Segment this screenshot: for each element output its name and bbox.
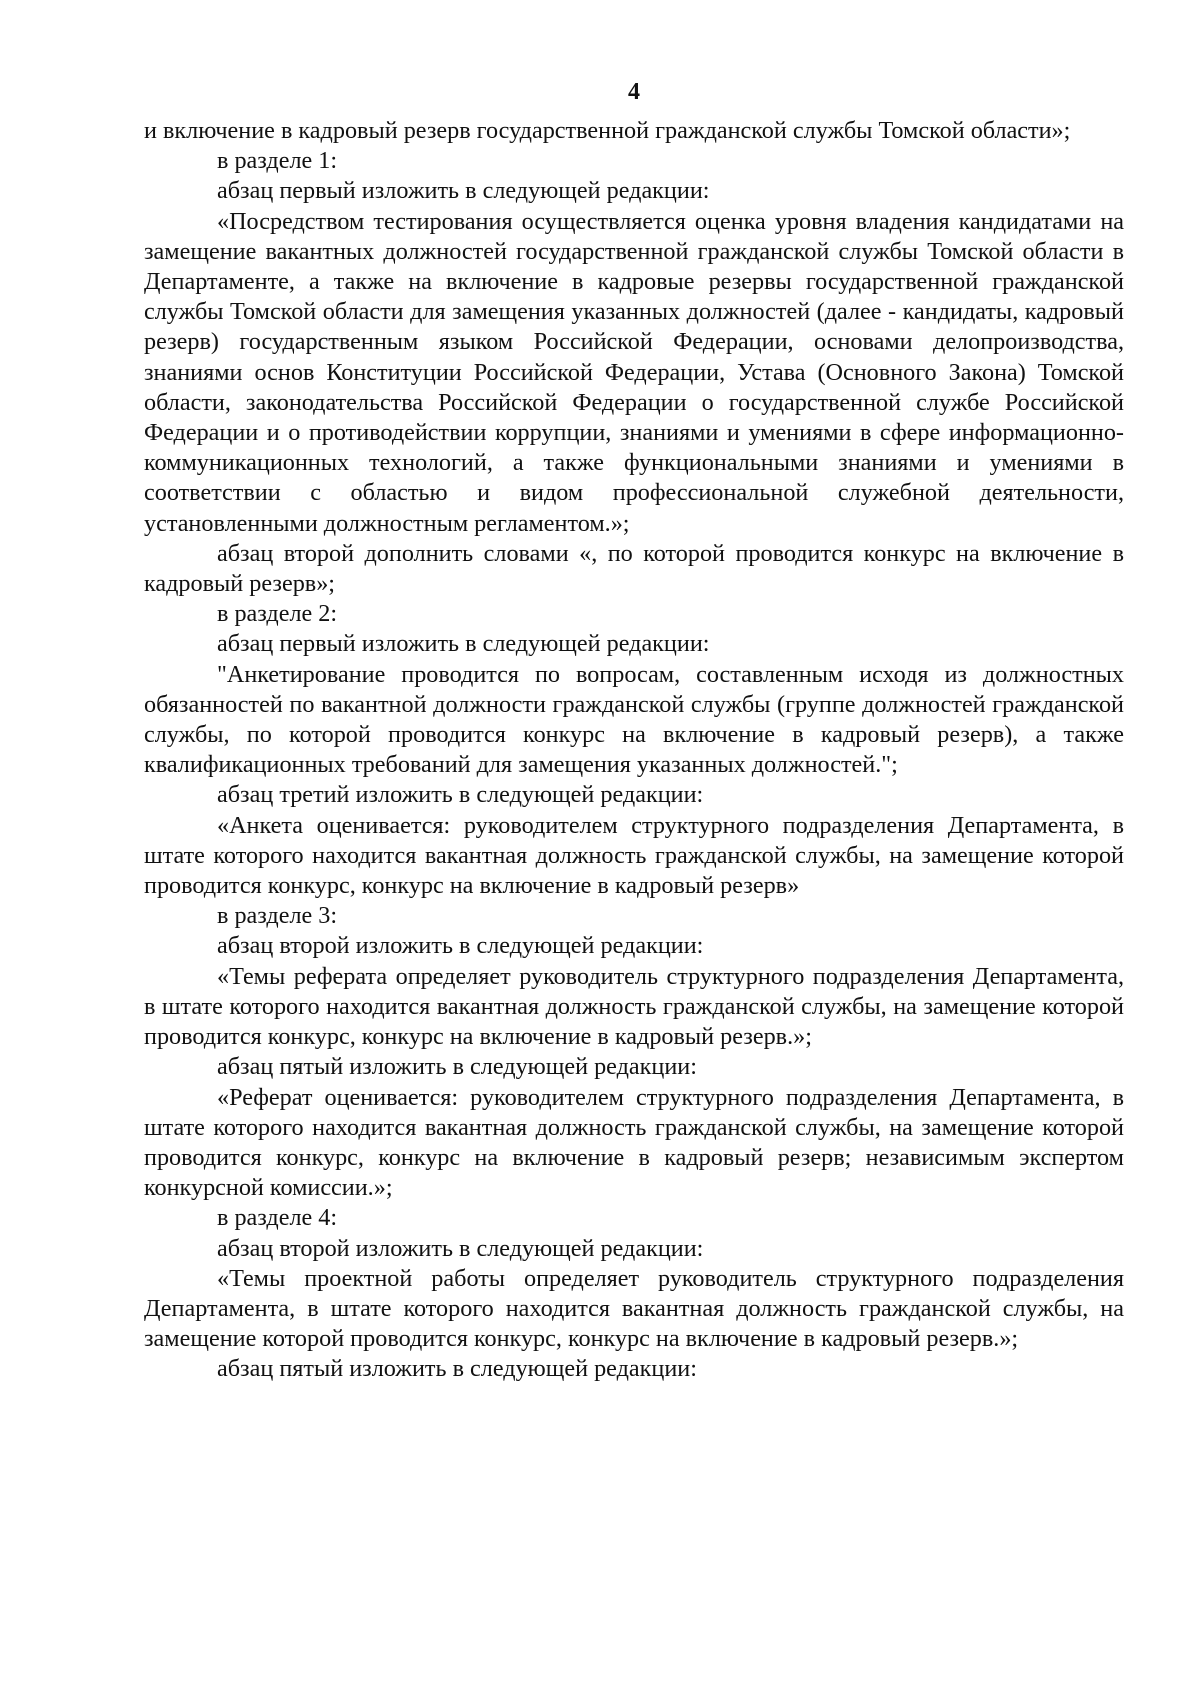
- amendment-text: «Темы проектной работы определяет руководитель структурного подразделения Департамента, в штате которого находится вакантная должность гражданской службы, на замещение которой проводится конкурс, конкурс на включение в кадровый резерв.»;: [144, 1264, 1124, 1353]
- amendment-text: «Посредством тестирования осуществляется оценка уровня владения кандидатами на замещение вакантных должностей государственной гражданской службы Томской области в Департаменте, а также на включение в кадровые резервы государственной гражданской службы Томской области для замещения указанных должностей (далее - кандидаты, кадровый резерв) государственным языком Российской Федерации, основами делопроизводства, знаниями основ Конституции Российской Федерации, Устава (Основного Закона) Томской области, законодательства Российской Федерации о государственной службе Российской Федерации и о противодействии коррупции, знаниями и умениями в сфере информационно-коммуникационных технологий, а также функциональными знаниями и умениями в соответствии с областью и видом профессиональной служебной деятельности, установленными должностным регламентом.»;: [144, 207, 1124, 537]
- amendment-text: «Реферат оценивается: руководителем структурного подразделения Департамента, в штате которого находится вакантная должность гражданской службы, на замещение которой проводится конкурс, конкурс на включение в кадровый резерв; независимым экспертом конкурсной комиссии.»;: [144, 1083, 1124, 1202]
- document-body: [144, 116, 1124, 1385]
- amendment-instruction: абзац пятый изложить в следующей редакции:: [217, 1053, 697, 1081]
- amendment-instruction: абзац третий изложить в следующей редакции:: [217, 781, 704, 809]
- amendment-instruction: абзац первый изложить в следующей редакции:: [217, 177, 710, 205]
- amendment-text: «Темы реферата определяет руководитель структурного подразделения Департамента, в штате которого находится вакантная должность гражданской службы, на замещение которой проводится конкурс, конкурс на включение в кадровый резерв.»;: [144, 962, 1124, 1051]
- amendment-instruction: абзац второй дополнить словами «, по которой проводится конкурс на включение в кадровый резерв»;: [144, 539, 1124, 598]
- section-heading: в разделе 2:: [217, 600, 338, 628]
- amendment-text: «Анкета оценивается: руководителем структурного подразделения Департамента, в штате которого находится вакантная должность гражданской службы, на замещение которой проводится конкурс, конкурс на включение в кадровый резерв»: [144, 811, 1124, 900]
- amendment-instruction: абзац первый изложить в следующей редакции:: [217, 630, 710, 658]
- page-number: 4: [628, 79, 640, 105]
- amendment-instruction: абзац пятый изложить в следующей редакции:: [217, 1355, 697, 1383]
- amendment-instruction: абзац второй изложить в следующей редакции:: [217, 1234, 704, 1262]
- paragraph-continuation: и включение в кадровый резерв государственной гражданской службы Томской области»;: [144, 117, 1071, 144]
- amendment-text: "Анкетирование проводится по вопросам, составленным исходя из должностных обязанностей по вакантной должности гражданской службы (группе должностей гражданской службы, по которой проводится конкурс на включение в кадровый резерв), а также квалификационных требований для замещения указанных должностей.";: [144, 660, 1124, 779]
- document-page: [144, 72, 1124, 1385]
- section-heading: в разделе 3:: [217, 902, 338, 930]
- section-heading: в разделе 1:: [217, 147, 338, 175]
- amendment-instruction: абзац второй изложить в следующей редакции:: [217, 932, 704, 960]
- section-heading: в разделе 4:: [217, 1204, 338, 1232]
